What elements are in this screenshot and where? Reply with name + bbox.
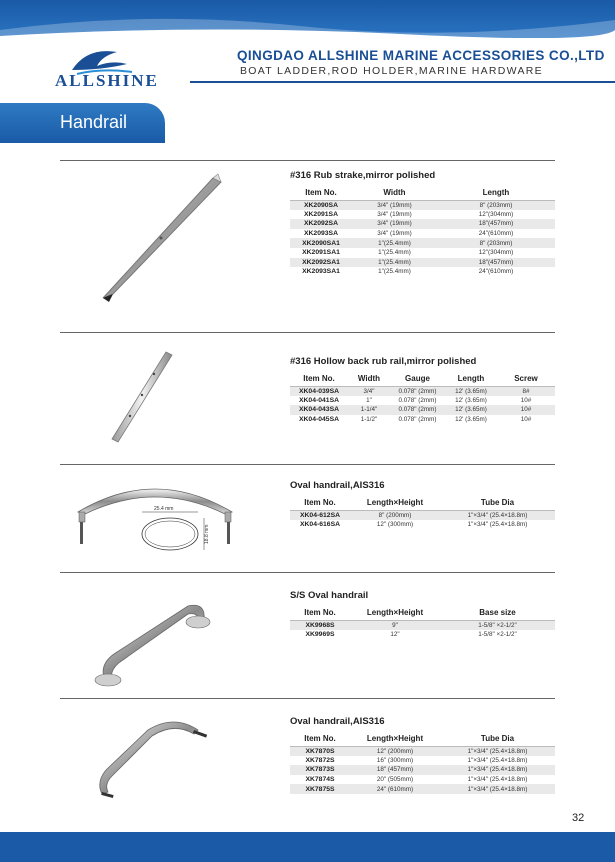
table-row [290,267,555,277]
table-row [290,210,555,220]
table-row [290,415,555,425]
screw-cell: 10# [520,396,532,404]
company-name: QINGDAO ALLSHINE MARINE ACCESSORIES CO.,LTD [237,48,605,63]
width-cell: 3/4" (19mm) [377,210,412,218]
item-code: XK04-612SA [290,510,350,520]
item-code: XK2092SA [290,219,352,229]
column-header: Length×Height [350,606,440,620]
product-title: Oval handrail,AIS316 [290,716,385,727]
column-header: Item No. [290,606,350,620]
length-cell: 12"(304mm) [478,210,514,218]
item-code: XK2090SA1 [290,238,352,248]
gauge-cell: 0.078" (2mm) [390,405,445,415]
gauge-cell: 0.078" (2mm) [390,386,445,396]
item-code: XK04-039SA [290,386,348,396]
item-code: XK04-043SA [290,405,348,415]
width-cell: 3/4" [348,386,390,396]
product-title: S/S Oval handrail [290,590,369,601]
cross-section-width-label: 25.4 mm [154,506,174,512]
product-title: Oval handrail,AIS316 [290,480,385,491]
table-row [290,756,555,766]
table-row [290,775,555,785]
column-header: Length [437,186,555,200]
spec-table [290,732,555,794]
section-divider [60,572,555,573]
gauge-cell: 0.078" (2mm) [398,396,437,404]
table-row [290,630,555,640]
width-cell: 1"(25.4mm) [378,249,411,257]
table-row [290,765,555,775]
item-code: XK2093SA1 [302,268,340,276]
section-title: Handrail [60,112,128,132]
width-cell: 1-1/2" [360,416,378,424]
item-code: XK2090SA [290,200,352,210]
section-divider [60,698,555,699]
item-code: XK9969S [305,630,335,638]
screw-cell: 10# [520,416,532,424]
length-cell: 24"(610mm) [478,230,514,238]
tube-dia-cell: 1"×3/4" (25.4×18.8m) [440,784,555,794]
size-cell: 8" (200mm) [350,510,440,520]
column-header: Base size [440,606,555,620]
width-cell: 1" [366,396,372,404]
tube-dia-cell: 1"×3/4" (25.4×18.8m) [440,765,555,775]
size-cell: 12" (300mm) [376,520,414,528]
table-row [290,238,555,248]
column-header: Item No. [290,372,348,386]
tube-dia-cell: 1"×3/4" (25.4×18.8m) [467,776,528,784]
size-cell: 16" (300mm) [376,756,414,764]
column-header: Tube Dia [440,496,555,510]
width-cell: 1"(25.4mm) [378,268,411,276]
product-title: #316 Hollow back rub rail,mirror polished [290,356,477,367]
item-code: XK04-045SA [298,416,340,424]
table-row [290,386,555,396]
width-cell: 1"(25.4mm) [352,238,437,248]
spec-table [290,186,555,277]
size-cell: 12" [390,630,400,638]
spec-table [290,606,555,639]
table-row [290,229,555,239]
size-cell: 20" (505mm) [376,776,414,784]
table-row [290,784,555,794]
column-header: Length×Height [350,496,440,510]
tube-dia-cell: 1"×3/4" (25.4×18.8m) [467,520,528,528]
length-cell: 18"(457mm) [437,258,555,268]
section-tab [0,103,165,143]
table-row [290,405,555,415]
size-cell: 24" (610mm) [350,784,440,794]
column-header: Gauge [390,372,445,386]
length-cell: 12' (3.65m) [455,396,487,404]
base-size-cell: 1-5/8" ×2-1/2" [478,630,517,638]
length-cell: 12"(304mm) [478,249,514,257]
length-cell: 8" (203mm) [437,200,555,210]
size-cell: 18" (457mm) [350,765,440,775]
table-row [290,258,555,268]
column-header: Item No. [290,496,350,510]
tube-dia-cell: 1"×3/4" (25.4×18.8m) [440,746,555,756]
section-divider [60,160,555,161]
section-divider [60,332,555,333]
width-cell: 1-1/4" [348,405,390,415]
item-code: XK7872S [305,756,335,764]
item-code: XK2091SA1 [302,249,340,257]
table-row [290,219,555,229]
item-code: XK7874S [305,776,335,784]
header-rule [190,81,615,83]
table-row [290,520,555,530]
top-banner [0,0,615,38]
column-header: Width [348,372,390,386]
item-code: XK04-041SA [298,396,340,404]
width-cell: 3/4" (19mm) [377,230,412,238]
length-cell: 12' (3.65m) [455,416,487,424]
item-code: XK2093SA [303,230,338,238]
width-cell: 1"(25.4mm) [352,258,437,268]
screw-cell: 8# [497,386,555,396]
length-cell: 24"(610mm) [478,268,514,276]
tube-dia-cell: 1"×3/4" (25.4×18.8m) [467,756,528,764]
table-row [290,510,555,520]
column-header: Item No. [290,732,350,746]
ss-oval-handrail-image [88,598,218,688]
tube-dia-cell: 1"×3/4" (25.4×18.8m) [440,510,555,520]
company-tagline: BOAT LADDER,ROD HOLDER,MARINE HARDWARE [240,65,543,77]
page-number: 32 [572,812,585,824]
item-code: XK9968S [290,620,350,630]
length-cell: 8" (203mm) [437,238,555,248]
table-row [290,248,555,258]
item-code: XK7870S [290,746,350,756]
width-cell: 3/4" (19mm) [352,200,437,210]
cross-section-height-label: 18.8 mm [204,524,210,544]
table-row [290,396,555,406]
base-size-cell: 1-5/8" ×2-1/2" [440,620,555,630]
table-row [290,620,555,630]
column-header: Screw [497,372,555,386]
bottom-banner [0,832,615,862]
size-cell: 9" [350,620,440,630]
size-cell: 12" (200mm) [350,746,440,756]
product-title: #316 Rub strake,mirror polished [290,170,436,181]
spec-table [290,496,555,529]
column-header: Item No. [290,186,352,200]
column-header: Length×Height [350,732,440,746]
angled-oval-handrail-image [90,712,220,807]
table-row [290,746,555,756]
oval-handrail-image [70,474,240,564]
logo-text: ALLSHINE [55,71,159,90]
item-code: XK04-616SA [299,520,341,528]
spec-table [290,372,555,424]
item-code: XK2092SA1 [290,258,352,268]
item-code: XK7873S [290,765,350,775]
screw-cell: 10# [497,405,555,415]
column-header: Length [445,372,497,386]
length-cell: 12' (3.65m) [445,386,497,396]
item-code: XK2091SA [303,210,338,218]
length-cell: 18"(457mm) [437,219,555,229]
table-row [290,200,555,210]
width-cell: 3/4" (19mm) [352,219,437,229]
length-cell: 12' (3.65m) [445,405,497,415]
rub-strake-image [95,172,225,307]
column-header: Tube Dia [440,732,555,746]
item-code: XK7875S [290,784,350,794]
column-header: Width [352,186,437,200]
section-divider [60,464,555,465]
gauge-cell: 0.078" (2mm) [398,416,437,424]
hollow-rub-rail-image [108,350,178,445]
